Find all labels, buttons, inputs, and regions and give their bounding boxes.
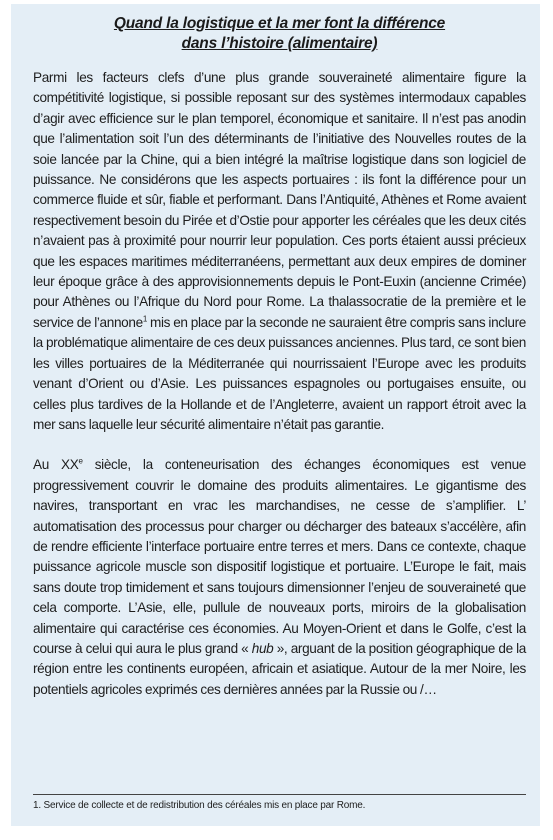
title-line-2: dans l’histoire (alimentaire) [181,35,378,52]
paragraph-2-text-a: Au XX [33,457,79,473]
footnote-reference: 1 [142,314,147,324]
paragraph-2-text-b: siècle, la conteneurisation des échanges économiques est venue progressivement couvrir le domaine des produits alimentaires. Le gigantisme des navires, transportant en vrac les marchandises, ne cesse de s’amplifier. L’ automatisation des processus pour charger ou décharger des bateaux s’accélère, afin de rendre efficiente l’interface portuaire entre terres et mers. Dans ce contexte, chaque puissance agricole muscle son dispositif logistique et portuaire. L’Europe le fait, mais sans doute trop timidement et sans toujours dimensionner l’enjeu de souveraineté que cela comporte. L’Asie, elle, pullule de nouveaux ports, miroirs de la globalisation alimentaire qui caractérise ces économies. Au Moyen-Orient et dans le Golfe, c’est la course à celui qui aura le plus grand « [33,457,526,656]
footnote: 1. Service de collecte et de redistribution des céréales mis en place par Rome. [33,800,366,811]
title-line-1: Quand la logistique et la mer font la différence [113,15,446,32]
paragraph-1 [33,68,526,435]
hub-emphasis: hub [251,640,274,656]
century-superscript: e [78,456,83,466]
footnote-divider [33,794,526,795]
paragraph-2-text-c: », arguant de la position géographique de la région entre les continents européen, africain et asiatique. Autour de la mer Noire, les potentiels agricoles exprimés ces dernières années par la Russie ou /… [33,640,526,697]
sidebar-box [11,4,540,826]
paragraph-1-text-a: Parmi les facteurs clefs d’une plus grande souveraineté alimentaire figure la compétitivité logistique, si possible reposant sur des systèmes intermodaux capables d’agir avec efficience sur le plan temporel, économique et sanitaire. Il n’est pas anodin que l’alimentation soit l’un des déterminants de l’initiative des Nouvelles routes de la soie lancée par la Chine, qui a bien intégré la maîtrise logistique dans son logiciel de puissance. Ne considérons que les aspects portuaires : ils font la différence pour un commerce fluide et sûr, fiable et performant. Dans l’Antiquité, Athènes et Rome avaient respectivement besoin du Pirée et d’Ostie pour apporter les céréales que les deux cités n’avaient pas à proximité pour nourrir leur population. Ces ports étaient aussi précieux que les espaces maritimes méditerranéens, permettant aux deux empires de dominer leur époque grâce à des approvisionnements depuis le Pont-Euxin (ancienne Crimée) pour Athènes ou l’Afrique du Nord pour Rome. La thalassocratie de la première et le service de l’annone [33,70,526,330]
paragraph-2 [33,455,526,700]
paragraph-1-text-b: mis en place par la seconde ne sauraient être compris sans inclure la problématique alimentaire de ces deux puissances anciennes. Plus tard, ce sont bien les villes portuaires de la Méditerranée qui nourrissaient l’Europe avec les produits venant d’Orient ou d’Asie. Les puissances espagnoles ou portugaises ensuite, ou celles plus tardives de la Hollande et de l’Angleterre, avaient un rapport étroit avec la mer sans laquelle leur sécurité alimentaire n’était pas garantie. [33,314,527,432]
box-title [33,14,526,54]
